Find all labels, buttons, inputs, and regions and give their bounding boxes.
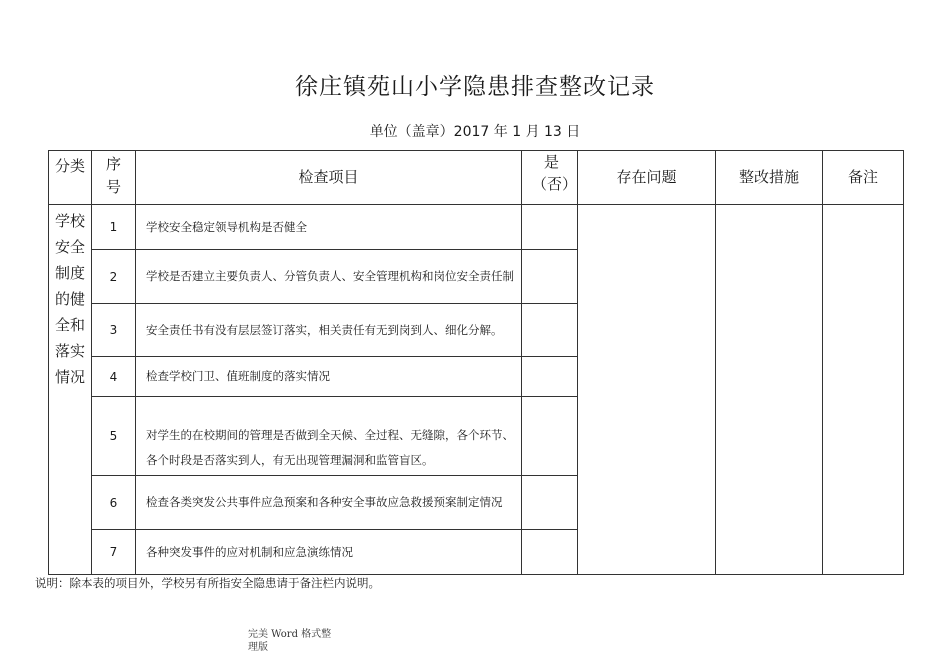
header-problem: 存在问题 bbox=[578, 151, 716, 205]
note-text: 说明：除本表的项目外，学校另有所指安全隐患请于备注栏内说明。 bbox=[35, 576, 380, 590]
row-item: 检查各类突发公共事件应急预案和各种安全事故应急救援预案制定情况 bbox=[136, 476, 522, 530]
row-seq: 1 bbox=[92, 205, 136, 250]
remark-cell bbox=[823, 205, 904, 575]
page-title: 徐庄镇苑山小学隐患排查整改记录 bbox=[295, 74, 655, 100]
row-item: 学校安全稳定领导机构是否健全 bbox=[136, 205, 522, 250]
row-seq: 7 bbox=[92, 530, 136, 575]
row-item: 对学生的在校期间的管理是否做到全天候、全过程、无缝隙，各个环节、各个时段是否落实到人，有无出现管理漏洞和监管盲区。 bbox=[136, 397, 522, 476]
header-seq: 序号 bbox=[92, 151, 136, 205]
row-item: 安全责任书有没有层层签订落实，相关责任有无到岗到人、细化分解。 bbox=[136, 304, 522, 357]
row-yes-no-cell bbox=[522, 397, 578, 476]
row-seq: 3 bbox=[92, 304, 136, 357]
measures-cell bbox=[716, 205, 823, 575]
row-seq: 4 bbox=[92, 357, 136, 397]
row-yes-no-cell bbox=[522, 530, 578, 575]
row-yes-no-cell bbox=[522, 205, 578, 250]
problem-cell bbox=[578, 205, 716, 575]
row-yes-no-cell bbox=[522, 304, 578, 357]
category-cell: 学校安全制度的健全和落实情况 bbox=[49, 205, 92, 575]
row-seq: 2 bbox=[92, 250, 136, 304]
unit-date-line: 单位（盖章）2017 年 1 月 13 日 bbox=[369, 124, 581, 140]
header-remark: 备注 bbox=[823, 151, 904, 205]
row-item: 学校是否建立主要负责人、分管负责人、安全管理机构和岗位安全责任制 bbox=[136, 250, 522, 304]
table-header-row bbox=[49, 151, 904, 205]
footer-watermark: 完美 Word 格式整理版 bbox=[248, 629, 332, 653]
header-category: 分类 bbox=[49, 151, 92, 205]
header-measures: 整改措施 bbox=[716, 151, 823, 205]
table-row bbox=[49, 205, 904, 250]
row-seq: 6 bbox=[92, 476, 136, 530]
row-seq: 5 bbox=[92, 397, 136, 476]
header-yes-no: 是（否） bbox=[522, 151, 578, 205]
header-item: 检查项目 bbox=[136, 151, 522, 205]
inspection-table bbox=[48, 150, 904, 575]
row-item: 各种突发事件的应对机制和应急演练情况 bbox=[136, 530, 522, 575]
row-item: 检查学校门卫、值班制度的落实情况 bbox=[136, 357, 522, 397]
row-yes-no-cell bbox=[522, 476, 578, 530]
row-yes-no-cell bbox=[522, 250, 578, 304]
row-yes-no-cell bbox=[522, 357, 578, 397]
